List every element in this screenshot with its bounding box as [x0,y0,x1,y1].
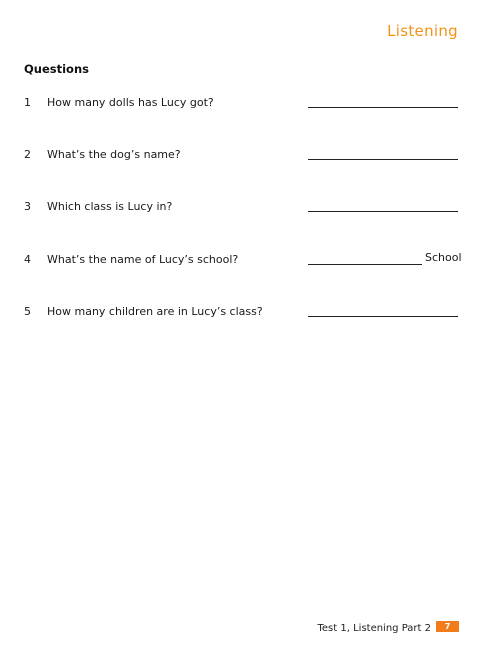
question-number: 2 [24,148,31,161]
question-number: 3 [24,200,31,213]
question-text: How many dolls has Lucy got? [47,96,214,109]
question-number: 5 [24,305,31,318]
question-2 [0,148,500,168]
question-text: Which class is Lucy in? [47,200,173,213]
question-text: What’s the dog’s name? [47,148,181,161]
question-3 [0,200,500,220]
answer-line[interactable] [308,316,458,317]
question-text: How many children are in Lucy’s class? [47,305,263,318]
question-5 [0,305,500,325]
page-number-badge: 7 [436,621,459,632]
answer-suffix: School [425,251,462,264]
question-4 [0,253,500,273]
question-number: 1 [24,96,31,109]
footer-label: Test 1, Listening Part 2 [317,623,431,634]
answer-line[interactable] [308,211,458,212]
question-1 [0,96,500,116]
question-text: What’s the name of Lucy’s school? [47,253,239,266]
answer-line[interactable] [308,107,458,108]
question-number: 4 [24,253,31,266]
questions-heading: Questions [24,62,89,76]
answer-line[interactable] [308,264,422,265]
answer-line[interactable] [308,159,458,160]
section-title: Listening [387,22,458,40]
